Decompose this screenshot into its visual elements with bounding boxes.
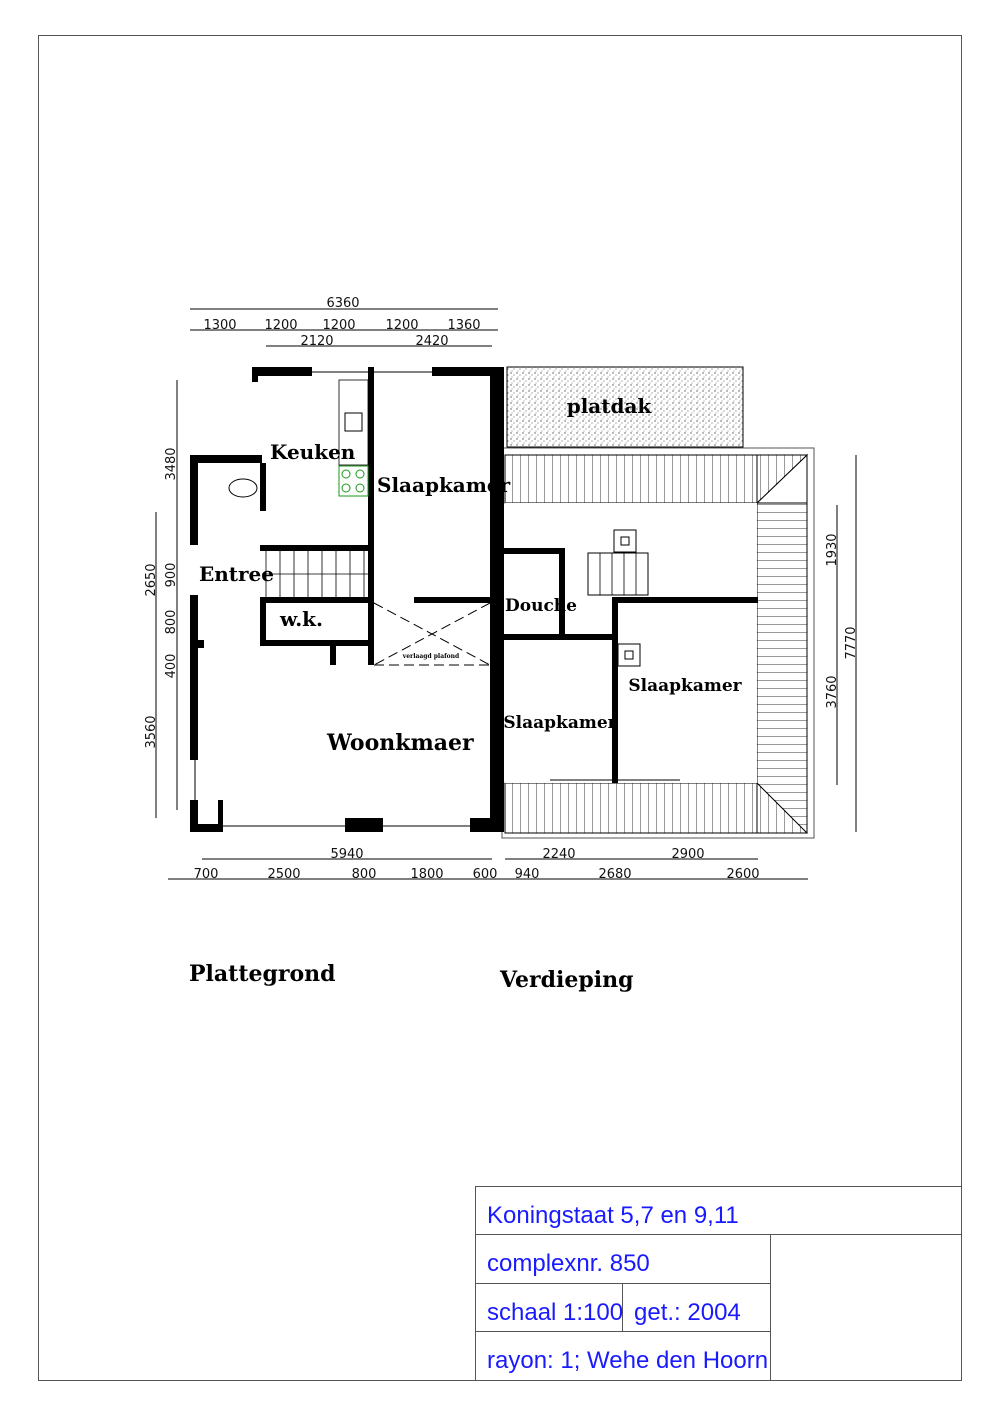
dim-left: 3480 [164, 447, 179, 481]
title-address: Koningstaat 5,7 en 9,11 [487, 1202, 739, 1229]
dim-top: 1360 [447, 318, 481, 333]
dim-bottom: 2680 [598, 867, 632, 882]
label-verdieping: Verdieping [500, 967, 634, 993]
dim-bottom: 1800 [410, 867, 444, 882]
room-entree: Entree [199, 562, 275, 586]
left-dimensions [144, 380, 179, 818]
room-wk: w.k. [280, 607, 323, 631]
title-drawn: get.: 2004 [634, 1299, 741, 1326]
dim-top: 1200 [385, 318, 419, 333]
room-slaapkamer-ground: Slaapkamer [377, 473, 511, 497]
right-dimensions [825, 455, 859, 832]
room-slaapkamer-2: Slaapkamer [628, 676, 742, 696]
dim-top: 1200 [322, 318, 356, 333]
title-complex: complexnr. 850 [487, 1250, 650, 1277]
dim-bottom: 700 [193, 867, 219, 882]
dim-bottom: 2600 [726, 867, 760, 882]
dim-left: 400 [164, 653, 179, 679]
room-platdak: platdak [566, 394, 652, 418]
room-slaapkamer-1: Slaapkamer [503, 713, 617, 733]
dim-right: 7770 [844, 626, 859, 660]
dim-top-sub: 2120 [300, 334, 334, 349]
dim-top: 1300 [203, 318, 237, 333]
dim-bottom-upper: 2900 [671, 847, 705, 862]
dim-top: 1200 [264, 318, 298, 333]
dim-bottom-total: 5940 [330, 847, 364, 862]
dim-bottom: 940 [514, 867, 540, 882]
room-woonkamer: Woonkmaer [327, 730, 474, 756]
dim-bottom: 2500 [267, 867, 301, 882]
dim-left: 900 [164, 562, 179, 588]
bottom-dimensions [168, 847, 808, 882]
top-dimensions [190, 296, 498, 349]
room-douche: Douche [505, 596, 577, 616]
title-scale: schaal 1:100 [487, 1299, 624, 1326]
dim-right: 3760 [825, 675, 840, 709]
label-plattegrond: Plattegrond [189, 961, 336, 987]
ground-floor-walls [190, 367, 504, 832]
title-rayon: rayon: 1; Wehe den Hoorn [487, 1347, 769, 1374]
dim-top-sub: 2420 [415, 334, 449, 349]
dim-right: 1930 [825, 533, 840, 567]
dim-bottom-upper: 2240 [542, 847, 576, 862]
room-keuken: Keuken [270, 440, 356, 464]
dim-bottom: 800 [351, 867, 377, 882]
dim-left: 2650 [144, 563, 159, 597]
dim-left: 3560 [144, 715, 159, 749]
label-verlaagd-plafond: verlaagd plafond [402, 653, 460, 660]
dim-bottom: 600 [472, 867, 498, 882]
dim-top-total: 6360 [326, 296, 360, 311]
dim-left: 800 [164, 609, 179, 635]
